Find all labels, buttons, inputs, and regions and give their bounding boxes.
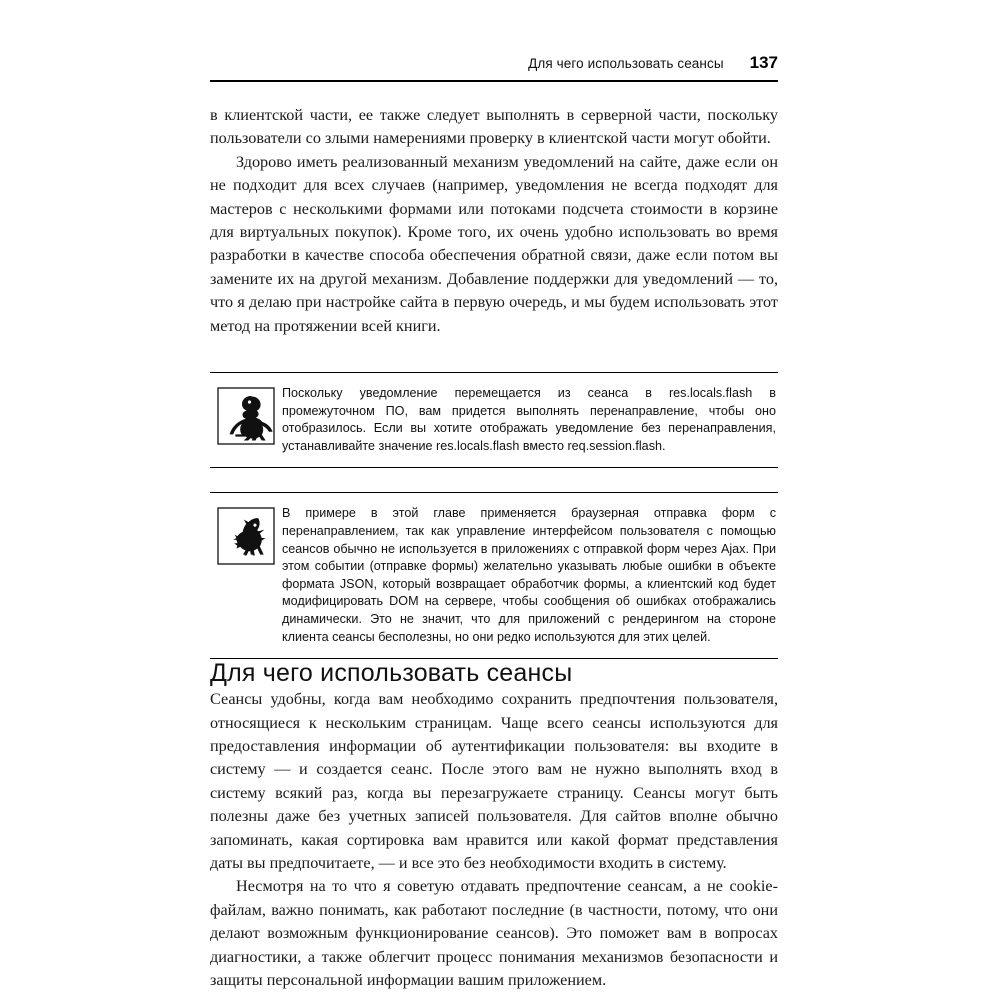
running-head — [210, 53, 778, 73]
note-text-1: Поскольку уведомление перемещается из сеанса в res.locals.flash в промежуточном ПО, вам придется выполнять перенаправление, чтобы оно отобразилось. Если вы хотите отображать уведомление без перенаправления, устанавливайте значение res.locals.flash вместо req.session.flash. — [282, 386, 776, 453]
note-rule-top — [210, 372, 778, 373]
note-rule-bottom — [210, 658, 778, 659]
note-rule-top — [210, 492, 778, 493]
section-heading: Для чего использовать сеансы — [210, 659, 573, 688]
section-paragraph-2: Несмотря на то что я советую отдавать предпочтение сеансам, а не cookie-файлам, важно понимать, как работают последние (в частности, потому, что они делают возможным функционирование сеансов). Это поможет вам в вопросах диагностики, а также облегчит процесс понимания механизмов безопасности и защиты персональной информации вашим приложением. — [210, 877, 778, 990]
note-rule-bottom — [210, 467, 778, 468]
body-paragraph-2: Здорово иметь реализованный механизм уведомлений на сайте, даже если он не подходит для всех случаев (например, уведомления не всегда подходят для мастеров с несколькими формами или потоками подсчета стоимости в корзине для виртуальных покупок). Кроме того, их очень удобно использовать во время разработки в качестве способа обеспечения обратной связи, даже если потом вы замените их на другой механизм. Добавление поддержки для уведомлений — то, что я делаю при настройке сайта в первую очередь, и мы будем использовать этот метод на протяжении всей книги. — [210, 152, 778, 335]
dinosaur-icon — [210, 385, 282, 445]
running-head-title: Для чего использовать сеансы — [528, 56, 724, 71]
body-paragraph-1: в клиентской части, ее также следует выполнять в серверной части, поскольку пользователи со злыми намерениями проверку в клиентской части могут обойти. — [210, 106, 778, 148]
note-text-2: В примере в этой главе применяется браузерная отправка форм с перенаправлением, так как управление интерфейсом пользователя с помощью сеансов обычно не используется в приложениях с отправкой форм через Ajax. При этом событии (отправке формы) желательно указывать любые ошибки в объекте формата JSON, который возвращает обработчик формы, а клиентский код будет модифицировать DOM на сервере, чтобы сообщения об ошибках отображались динамически. Это не значит, что для приложений с рендерингом на стороне клиента сеансы бесполезны, но они редко используются для этих целей. — [282, 506, 776, 644]
raven-icon — [210, 505, 282, 565]
page-number: 137 — [749, 53, 778, 72]
note-box-1 — [210, 372, 778, 468]
header-rule — [210, 80, 778, 82]
page-content — [210, 104, 778, 992]
note-box-2 — [210, 492, 778, 659]
section-paragraph-1: Сеансы удобны, когда вам необходимо сохранить предпочтения пользователя, относящиеся к нескольким страницам. Чаще всего сеансы используются для предоставления информации об аутентификации пользователя: вы входите в систему — и создается сеанс. После этого вам не нужно выполнять вход в систему всякий раз, когда вы перезагружаете страницу. Сеансы могут быть полезны даже без учетных записей пользователя. Для сайтов вполне обычно запоминать, какая сортировка вам нравится или какой формат представления даты вы предпочитаете, — и все это без необходимости входить в систему. — [210, 690, 778, 873]
